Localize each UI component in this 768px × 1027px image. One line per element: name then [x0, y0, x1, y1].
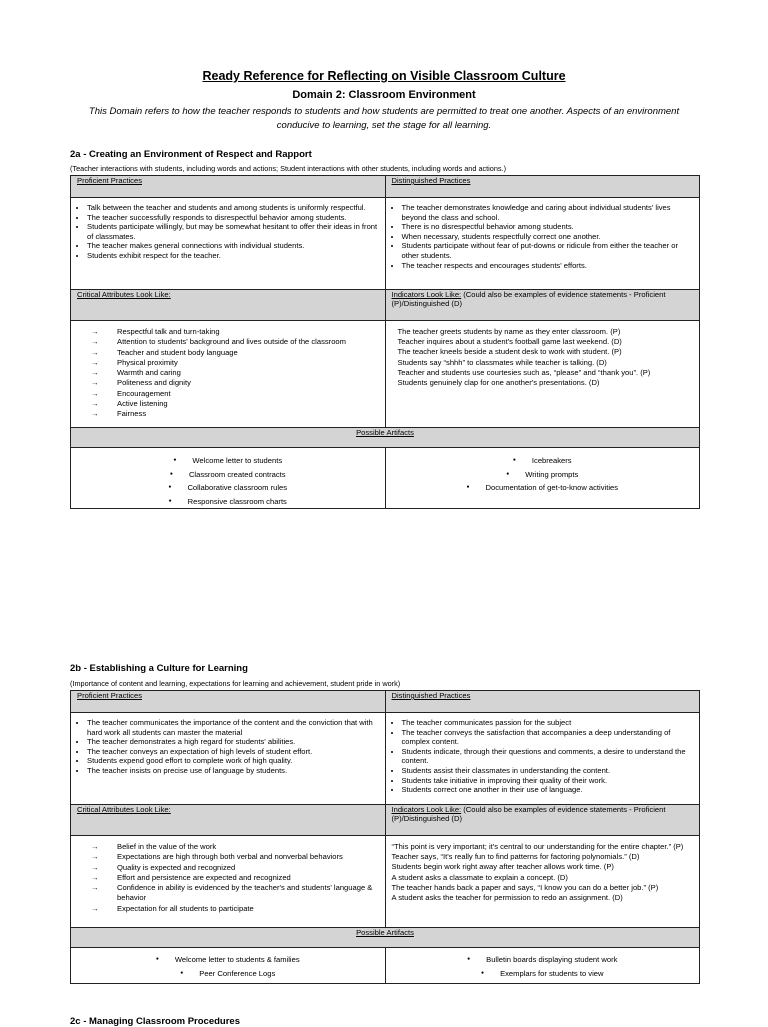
artifacts-left-list: [77, 953, 379, 980]
list-item: → Expectation for all students to participate: [91, 904, 379, 914]
list-item: • Students exhibit respect for the teacher.: [87, 251, 379, 261]
section-title-2a: 2a - Creating an Environment of Respect and Rapport: [70, 149, 312, 160]
proficient-practices-header: Proficient Practices: [71, 691, 386, 713]
indicator-line: Students genuinely clap for one another's presentations. (D): [397, 378, 600, 388]
artifacts-right-list: [392, 454, 694, 495]
list-item: • The teacher conveys an expectation of high levels of student effort.: [87, 747, 379, 757]
list-item: ● Classroom created contracts: [77, 468, 379, 482]
indicator-line: The teacher hands back a paper and says, “I know you can do a better job.” (P): [391, 882, 659, 892]
list-item: • Students assist their classmates in understanding the content.: [402, 766, 694, 776]
indicator-line: Teacher and students use courtesies such as, “please” and “thank you”. (P): [397, 367, 651, 377]
proficient-list: [77, 718, 379, 776]
list-item: → Respectful talk and turn-taking: [91, 327, 379, 337]
artifacts-right-cell: [385, 948, 700, 984]
indicator-line: Teacher says, “It's really fun to find patterns for factoring polynomials.” (D): [391, 852, 640, 862]
distinguished-practices-header: Distinguished Practices: [385, 691, 700, 713]
list-item: • The teacher demonstrates knowledge and caring about individual students' lives beyond the class and school.: [402, 203, 694, 222]
proficient-practices-cell: [71, 713, 386, 805]
list-item: → Quality is expected and recognized: [91, 863, 379, 873]
rubric-table-2a: [70, 175, 700, 509]
artifacts-left-cell: [71, 948, 386, 984]
list-item: → Teacher and student body language: [91, 348, 379, 358]
list-item: • The teacher makes general connections with individual students.: [87, 241, 379, 251]
list-item: ● Exemplars for students to view: [392, 967, 694, 981]
list-item: • The teacher demonstrates a high regard for students' abilities.: [87, 737, 379, 747]
distinguished-practices-header: Distinguished Practices: [385, 176, 700, 198]
list-item: • Students indicate, through their questions and comments, a desire to understand the content.: [402, 747, 694, 766]
list-item: → Active listening: [91, 399, 379, 409]
document-title: Ready Reference for Reflecting on Visible Classroom Culture: [202, 69, 566, 83]
critical-attributes-list: [77, 842, 379, 914]
section-description-2b: (Importance of content and learning, expectations for learning and achievement, student pride in work): [70, 679, 401, 688]
critical-attributes-cell: [71, 321, 386, 428]
indicator-line: “This point is very important; it's central to our understanding for the entire chapter.” (P): [391, 842, 684, 851]
list-item: • The teacher successfully responds to disrespectful behavior among students.: [87, 213, 379, 223]
section-title-2b: 2b - Establishing a Culture for Learning: [70, 663, 248, 674]
list-item: → Encouragement: [91, 389, 379, 399]
list-item: ● Collaborative classroom rules: [77, 481, 379, 495]
indicator-line: A student asks a classmate to explain a concept. (D): [391, 872, 568, 882]
domain-intro: This Domain refers to how the teacher responds to students and how students are permitted to treat one another. Aspects of an environment conducive to learning, set the stage for all learning.: [88, 106, 680, 131]
artifacts-right-list: [392, 953, 694, 980]
indicator-line: The teacher greets students by name as they enter classroom. (P): [397, 327, 621, 336]
artifacts-left-list: [77, 454, 379, 508]
indicator-line: The teacher kneels beside a student desk to work with student. (P): [397, 347, 622, 357]
list-item: → Effort and persistence are expected and recognized: [91, 873, 379, 883]
list-item: ● Welcome letter to students: [77, 454, 379, 468]
list-item: → Expectations are high through both verbal and nonverbal behaviors: [91, 852, 379, 862]
section-description-2a: (Teacher interactions with students, including words and actions; Student interactions with other students, including words and actions.): [70, 164, 507, 173]
list-item: → Confidence in ability is evidenced by the teacher's and students' language & behavior: [91, 883, 379, 904]
list-item: → Politeness and dignity: [91, 378, 379, 388]
possible-artifacts-header: Possible Artifacts: [71, 928, 700, 948]
indicators-list: [392, 327, 694, 388]
proficient-practices-cell: [71, 198, 386, 290]
list-item: → Physical proximity: [91, 358, 379, 368]
distinguished-list: [392, 718, 694, 795]
indicator-line: A student asks the teacher for permission to redo an assignment. (D): [391, 893, 623, 903]
list-item: • The teacher communicates the importance of the content and the conviction that with hard work all students can master the material: [87, 718, 379, 737]
artifacts-left-cell: [71, 448, 386, 509]
list-item: • The teacher insists on precise use of language by students.: [87, 766, 379, 776]
list-item: ● Peer Conference Logs: [77, 967, 379, 981]
list-item: ● Writing prompts: [392, 468, 694, 482]
list-item: • Students participate willingly, but may be somewhat hesitant to offer their ideas in front of classmates.: [87, 222, 379, 241]
critical-attributes-header: Critical Attributes Look Like:: [71, 290, 386, 321]
list-item: • Students take initiative in improving their quality of their work.: [402, 776, 694, 786]
list-item: • There is no disrespectful behavior among students.: [402, 222, 694, 232]
list-item: → Attention to students' background and lives outside of the classroom: [91, 337, 379, 347]
critical-attributes-cell: [71, 836, 386, 928]
distinguished-list: [392, 203, 694, 270]
rubric-table-2b: [70, 690, 700, 984]
list-item: • Talk between the teacher and students and among students is uniformly respectful.: [87, 203, 379, 213]
list-item: ● Icebreakers: [392, 454, 694, 468]
proficient-practices-header: Proficient Practices: [71, 176, 386, 198]
indicator-line: Teacher inquires about a student's football game last weekend. (D): [397, 337, 622, 347]
list-item: → Belief in the value of the work: [91, 842, 379, 852]
indicators-cell: [385, 836, 700, 928]
list-item: ● Documentation of get-to-know activities: [392, 481, 694, 495]
list-item: ● Welcome letter to students & families: [77, 953, 379, 967]
document-subtitle: Domain 2: Classroom Environment: [292, 89, 476, 101]
list-item: • The teacher respects and encourages students' efforts.: [402, 261, 694, 271]
list-item: • Students expend good effort to complete work of high quality.: [87, 756, 379, 766]
indicators-list: [392, 842, 694, 903]
list-item: • The teacher communicates passion for the subject: [402, 718, 694, 728]
indicator-line: Students begin work right away after teacher allows work time. (P): [391, 862, 614, 872]
critical-attributes-header: Critical Attributes Look Like:: [71, 805, 386, 836]
critical-attributes-list: [77, 327, 379, 420]
list-item: • When necessary, students respectfully correct one another.: [402, 232, 694, 242]
indicators-header: Indicators Look Like: (Could also be examples of evidence statements - Proficient (P)/Distinguished (D): [385, 805, 700, 836]
indicators-cell: [385, 321, 700, 428]
indicator-line: Students say “shhh” to classmates while teacher is talking. (D): [397, 357, 607, 367]
list-item: • Students correct one another in their use of language.: [402, 785, 694, 795]
section-title-2c: 2c - Managing Classroom Procedures: [70, 1016, 240, 1027]
list-item: → Fairness: [91, 409, 379, 419]
list-item: ● Responsive classroom charts: [77, 495, 379, 509]
distinguished-practices-cell: [385, 198, 700, 290]
list-item: ● Bulletin boards displaying student work: [392, 953, 694, 967]
indicators-header: Indicators Look Like: (Could also be examples of evidence statements - Proficient (P)/Distinguished (D): [385, 290, 700, 321]
artifacts-right-cell: [385, 448, 700, 509]
list-item: • Students participate without fear of put-downs or ridicule from either the teacher or other students.: [402, 241, 694, 260]
distinguished-practices-cell: [385, 713, 700, 805]
list-item: • The teacher conveys the satisfaction that accompanies a deep understanding of complex content.: [402, 728, 694, 747]
list-item: → Warmth and caring: [91, 368, 379, 378]
proficient-list: [77, 203, 379, 261]
possible-artifacts-header: Possible Artifacts: [71, 428, 700, 448]
